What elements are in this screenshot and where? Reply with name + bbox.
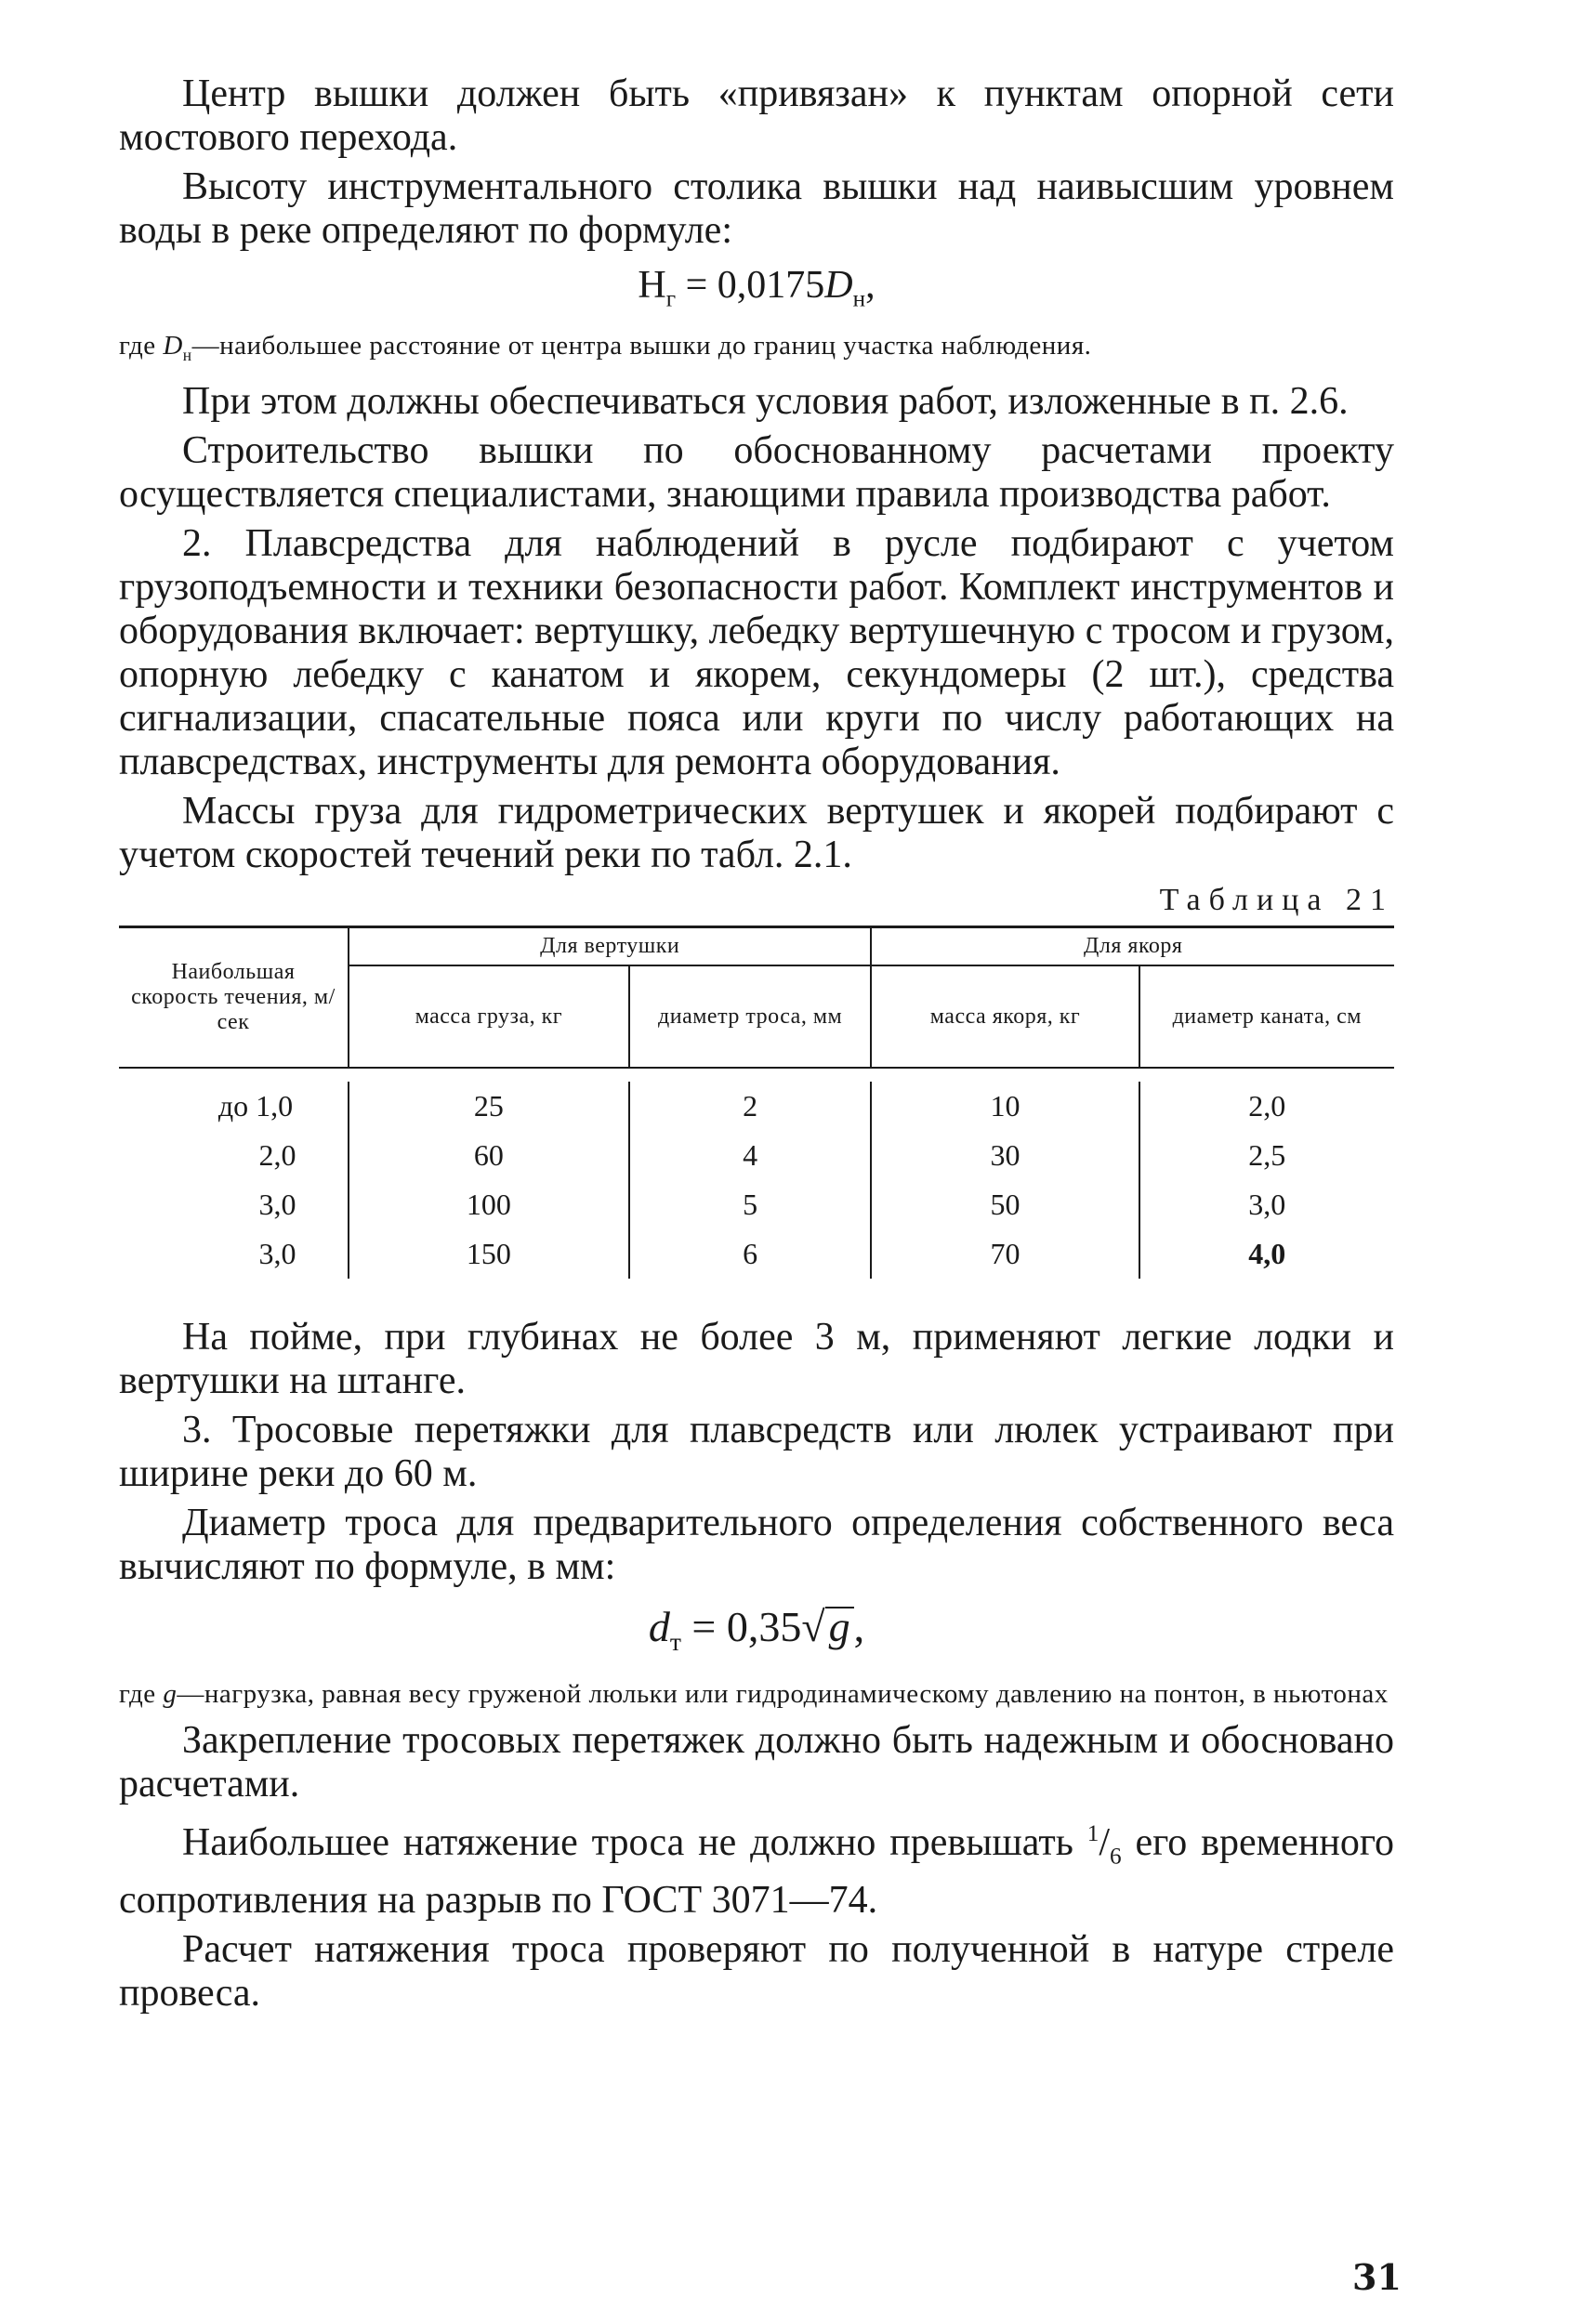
table-row: [119, 1082, 1394, 1131]
cell-speed: 3,0: [258, 1237, 296, 1271]
table-row: [119, 1180, 1394, 1229]
cell-mass-yakor: 10: [871, 1082, 1139, 1131]
formula-diameter-radicand: g: [825, 1607, 854, 1646]
cell-speed: 3,0: [258, 1188, 296, 1222]
paragraph-9: Диаметр троса для предварительного определения собственного веса вычисляют по формуле, в мм:: [119, 1502, 1394, 1589]
cell-diam-kanat: 2,0: [1139, 1082, 1394, 1131]
cell-mass-yakor: 50: [871, 1180, 1139, 1229]
cell-mass-yakor: 70: [871, 1229, 1139, 1279]
cell-mass: 60: [349, 1131, 629, 1180]
header-mass-gruz: масса груза, кг: [349, 965, 629, 1068]
fraction-numerator: 1: [1086, 1821, 1099, 1847]
note-diameter-prefix: где: [119, 1679, 164, 1710]
formula-height-tail: ,: [865, 264, 876, 307]
cell-mass: 100: [349, 1180, 629, 1229]
table-row: [119, 1131, 1394, 1180]
page-number: 31: [1352, 2256, 1402, 2298]
table-spacer: [119, 1068, 1394, 1082]
table-21: [119, 926, 1394, 1292]
formula-diameter-tail: ,: [853, 1603, 865, 1651]
paragraph-7: На пойме, при глубинах не более 3 м, применяют легкие лодки и вертушки на штанге.: [119, 1316, 1394, 1403]
formula-height-coef: = 0,0175: [676, 264, 825, 307]
cell-diam-kanat: 2,5: [1139, 1131, 1394, 1180]
paragraph-2: Высоту инструментального столика вышки над наивысшим уровнем воды в реке определяют по формуле:: [119, 165, 1394, 252]
formula-height: [119, 262, 1394, 322]
paragraph-5: 2. Плавсредства для наблюдений в русле подбирают с учетом грузоподъемности и техники безопасности работ. Комплект инструментов и оборудования включает: вертушку, лебедку вертушечную с тросом и грузом, опорную лебедку с канатом и якорем, секундомеры (2 шт.), средства сигнализации, спасательные пояса или круги по числу работающих на плавсредствах, инструменты для ремонта оборудования.: [119, 522, 1394, 784]
cell-diam-tros: 6: [629, 1229, 872, 1279]
header-diam-kanat: диаметр каната, см: [1139, 965, 1394, 1068]
formula-height-var: D: [824, 264, 853, 307]
header-speed: Наибольшая скорость течения, м/сек: [119, 927, 349, 1069]
cell-diam-kanat: 3,0: [1139, 1180, 1394, 1229]
note-diameter-text: —нагрузка, равная весу груженой люльки или гидродинамическому давлению на понтон, в ньютонах: [177, 1679, 1389, 1710]
note-height-text: —наибольшее расстояние от центра вышки до границ участка наблюдения.: [191, 331, 1092, 361]
paragraph-10: Закрепление тросовых перетяжек должно быть надежным и обосновано расчетами.: [119, 1719, 1394, 1806]
formula-diameter-coef: = 0,35: [680, 1603, 802, 1651]
formula-height-var-sub: н: [852, 286, 866, 312]
cell-diam-kanat: 4,0: [1139, 1229, 1394, 1279]
header-mass-yakor: масса якоря, кг: [871, 965, 1139, 1068]
paragraph-12: Расчет натяжения троса проверяют по полученной в натуре стреле провеса.: [119, 1927, 1394, 2015]
formula-diameter: [119, 1604, 1394, 1665]
note-diameter: [119, 1678, 1394, 1710]
cell-speed: до 1,0: [217, 1089, 294, 1123]
header-diam-tros: диаметр троса, мм: [629, 965, 872, 1068]
text-column: [119, 72, 1394, 2021]
table-caption: Таблица 21: [1159, 883, 1394, 918]
paragraph-1: Центр вышки должен быть «привязан» к пунктам опорной сети мостового перехода.: [119, 72, 1394, 159]
table-row: [119, 1229, 1394, 1279]
cell-diam-tros: 4: [629, 1131, 872, 1180]
paragraph-6: Массы груза для гидрометрических вертушек и якорей подбирают с учетом скоростей течений реки по табл. 2.1.: [119, 790, 1394, 877]
fraction-denominator: 6: [1110, 1844, 1122, 1870]
paragraph-4: Строительство вышки по обоснованному расчетами проекту осуществляется специалистами, знающими правила производства работ.: [119, 429, 1394, 517]
note-height-var-sub: н: [182, 346, 192, 365]
note-height: [119, 330, 1394, 371]
cell-diam-tros: 2: [629, 1082, 872, 1131]
note-height-var: D: [163, 331, 183, 361]
note-height-prefix: где: [119, 331, 164, 361]
formula-height-lhs-sub: г: [665, 286, 677, 312]
cell-diam-tros: 5: [629, 1180, 872, 1229]
formula-diameter-lhs-sub: т: [669, 1627, 681, 1657]
cell-mass: 25: [349, 1082, 629, 1131]
paragraph-11: Наибольшее натяжение троса не должно превышать $^1/_6$ его временного сопротивления на разрыв по ГОСТ 3071—74.: [119, 1821, 1394, 1922]
table-spacer: [119, 1279, 1394, 1292]
header-group-vertushka: Для вертушки: [349, 927, 872, 966]
cell-mass-yakor: 30: [871, 1131, 1139, 1180]
formula-height-lhs: H: [638, 264, 666, 307]
cell-mass: 150: [349, 1229, 629, 1279]
paragraph-8: 3. Тросовые перетяжки для плавсредств или люлек устраивают при ширине реки до 60 м.: [119, 1409, 1394, 1496]
paragraph-11-end: его временного сопротивления на разрыв по ГОСТ 3071—74.: [119, 1821, 1394, 1922]
cell-speed: 2,0: [258, 1138, 296, 1173]
paragraph-3: При этом должны обеспечиваться условия работ, изложенные в п. 2.6.: [182, 380, 1349, 424]
sqrt-sign-icon: √: [801, 1603, 825, 1651]
paragraph-11-start: Наибольшее натяжение троса не должно превышать: [182, 1821, 1087, 1865]
header-group-yakor: Для якоря: [871, 927, 1394, 966]
formula-diameter-lhs: d: [648, 1603, 670, 1651]
note-diameter-var: g: [163, 1679, 178, 1710]
